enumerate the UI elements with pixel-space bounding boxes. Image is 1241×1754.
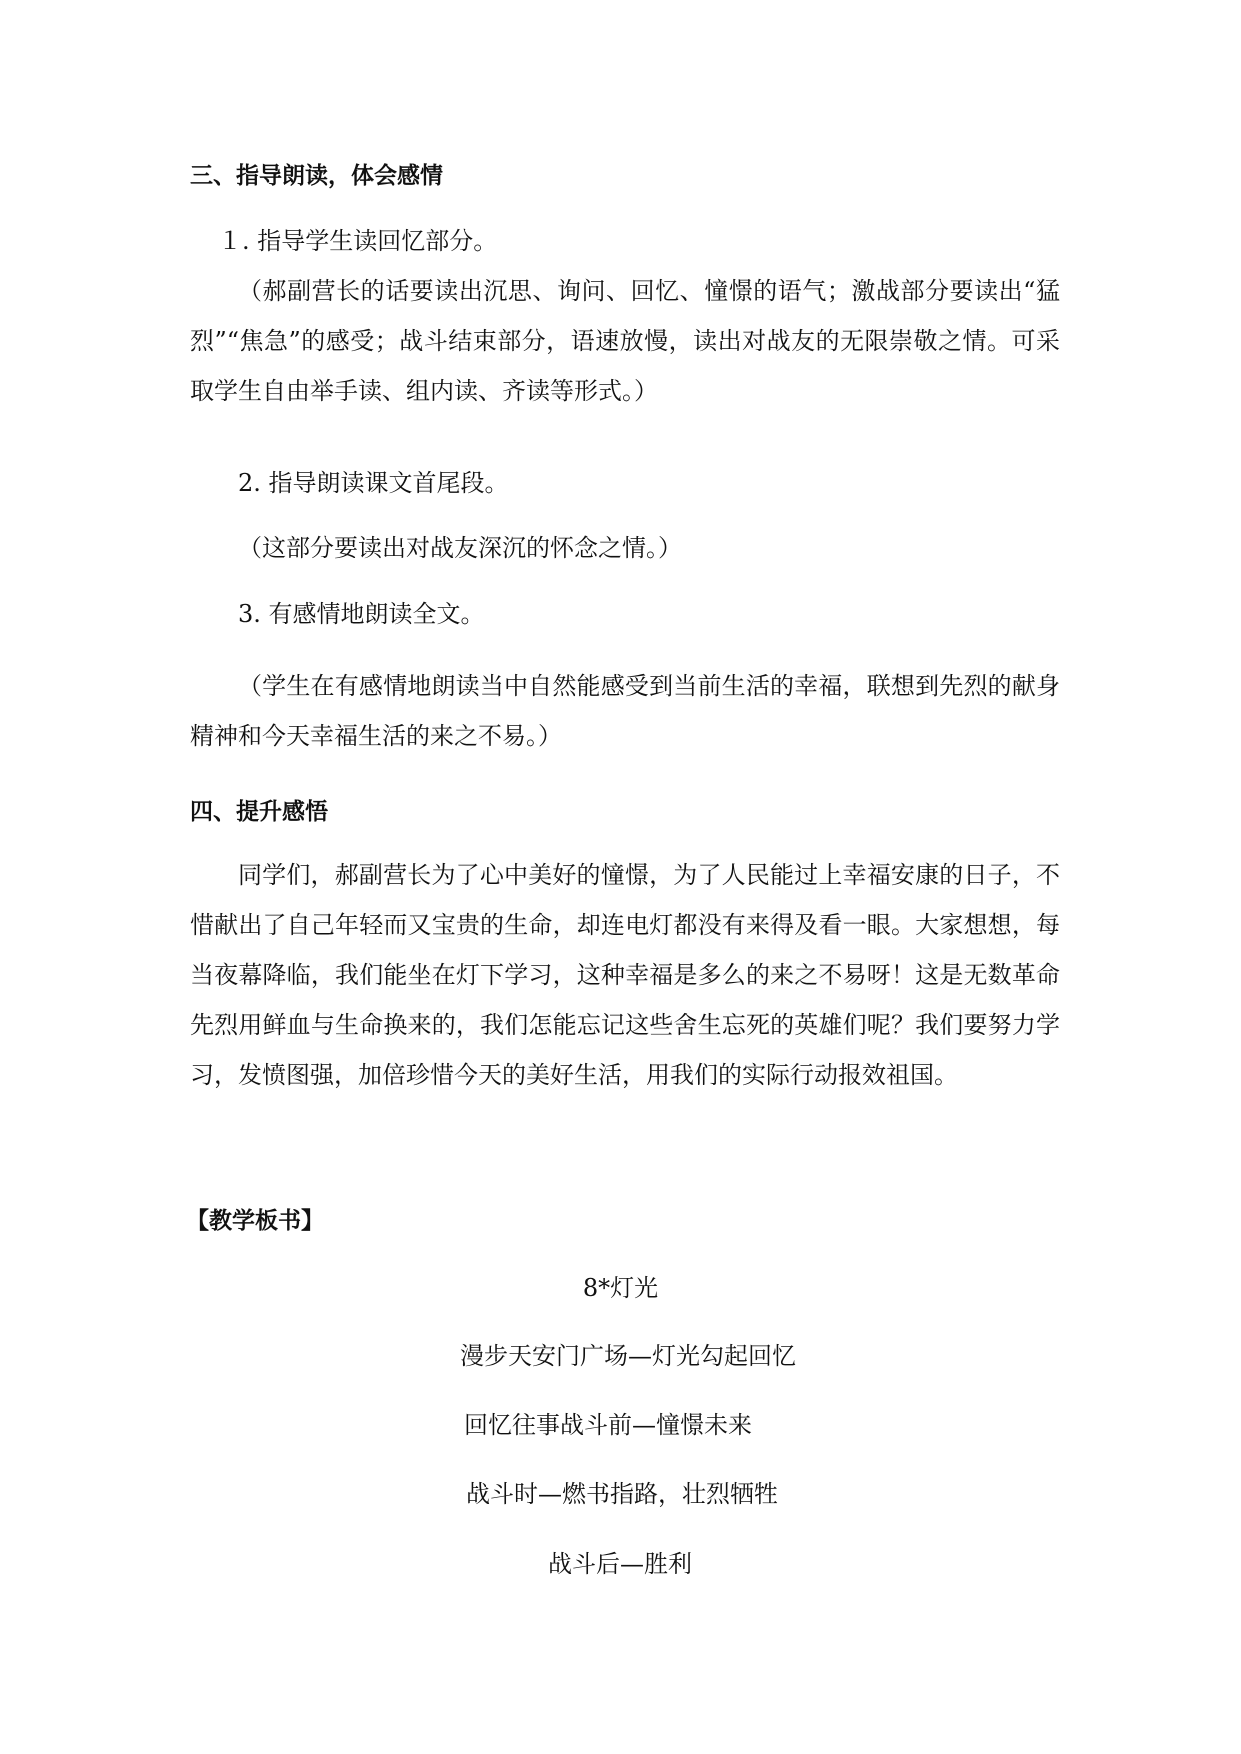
- section-3-note-3: （学生在有感情地朗读当中自然能感受到当前生活的幸福，联想到先烈的献身精神和今天幸福生活的来之不易。）: [190, 672, 1060, 750]
- blackboard-lesson-title: 8*灯光: [582, 1274, 659, 1302]
- section-3-item-1: １. 指导学生读回忆部分。: [218, 227, 498, 255]
- blackboard-heading: 【教学板书】: [186, 1208, 324, 1234]
- blackboard-line-2: 回忆往事战斗前—憧憬未来: [464, 1411, 752, 1439]
- blackboard-line-1: 漫步天安门广场—灯光勾起回忆: [460, 1342, 796, 1370]
- section-4-heading: 四、提升感悟: [190, 799, 328, 825]
- section-3-item-2: 2. 指导朗读课文首尾段。: [238, 469, 509, 497]
- blackboard-line-3: 战斗时—燃书指路，壮烈牺牲: [466, 1480, 778, 1508]
- blackboard-line-4: 战斗后—胜利: [548, 1550, 692, 1578]
- section-3-heading: 三、指导朗读，体会感情: [190, 163, 443, 189]
- section-3-note-2: （这部分要读出对战友深沉的怀念之情。）: [238, 534, 682, 562]
- section-3-note-1: （郝副营长的话要读出沉思、询问、回忆、憧憬的语气；激战部分要读出“猛烈”“焦急”的感受；战斗结束部分，语速放慢，读出对战友的无限崇敬之情。可采取学生自由举手读、组内读、齐读等形式。）: [190, 277, 1060, 405]
- section-3-item-3: 3. 有感情地朗读全文。: [238, 600, 485, 628]
- section-4-paragraph: 同学们，郝副营长为了心中美好的憧憬，为了人民能过上幸福安康的日子，不惜献出了自己年轻而又宝贵的生命，却连电灯都没有来得及看一眼。大家想想，每当夜幕降临，我们能坐在灯下学习，这种幸福是多么的来之不易呀！这是无数革命先烈用鲜血与生命换来的，我们怎能忘记这些舍生忘死的英雄们呢？我们要努力学习，发愤图强，加倍珍惜今天的美好生活，用我们的实际行动报效祖国。: [190, 861, 1060, 1089]
